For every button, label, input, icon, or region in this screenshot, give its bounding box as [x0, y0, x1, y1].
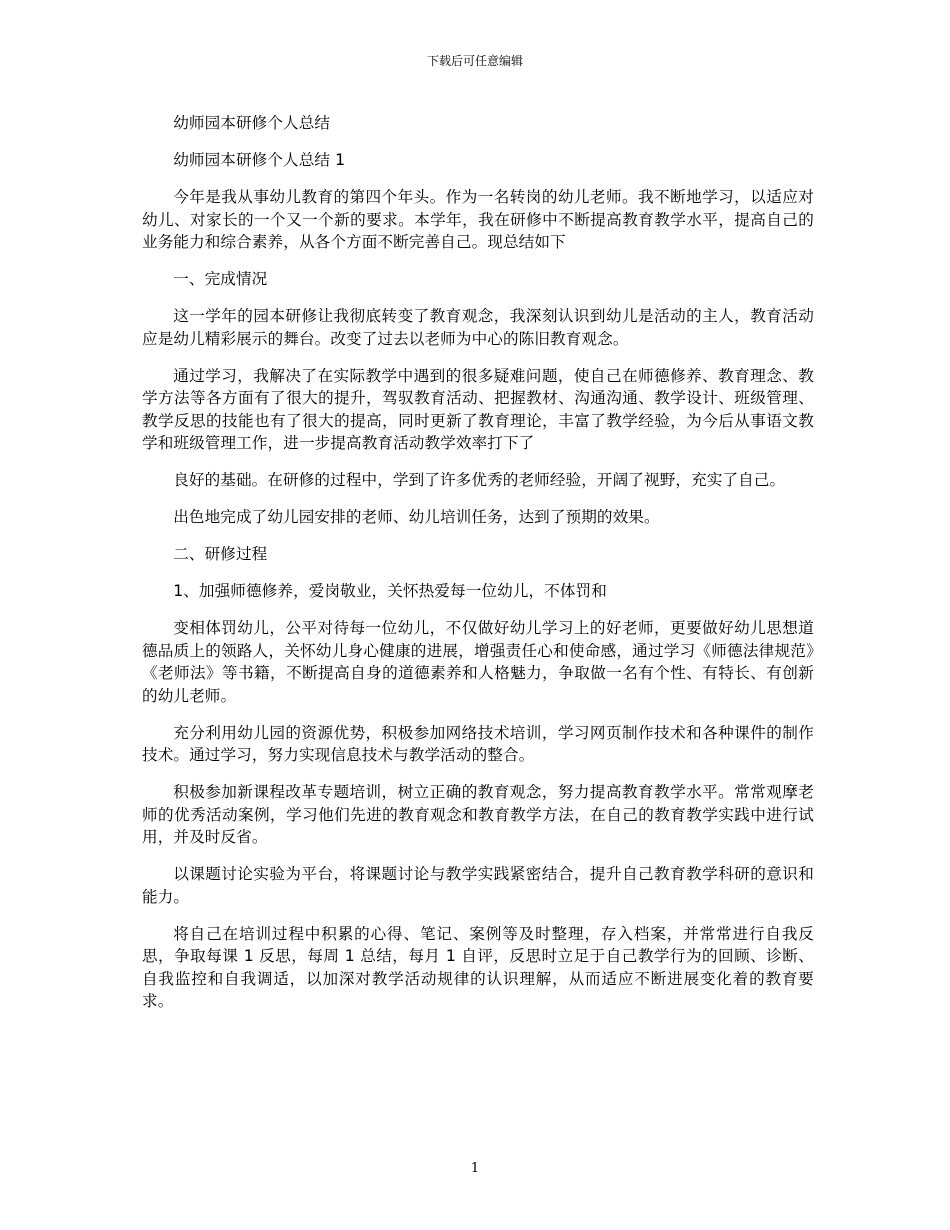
paragraph: 变相体罚幼儿，公平对待每一位幼儿，不仅做好幼儿学习上的好老师，更要做好幼儿思想道德品质上的领路人，关怀幼儿身心健康的进展，增强责任心和使命感，通过学习《师德法律规范》《老师法》等书籍，不断提高自身的道德素养和人格魅力，争取做一名有个性、有特长、有创新的幼儿老师。 — [142, 619, 814, 705]
section-title: 幼师园本研修个人总结 1 — [173, 151, 346, 169]
paragraph: 充分利用幼儿园的资源优势，积极参加网络技术培训，学习网页制作技术和各种课件的制作技术。通过学习，努力实现信息技术与教学活动的整合。 — [142, 723, 814, 764]
paragraph: 今年是我从事幼儿教育的第四个年头。作为一名转岗的幼儿老师。我不断地学习，以适应对幼儿、对家长的一个又一个新的要求。本学年，我在研修中不断提高教育教学水平，提高自己的业务能力和综合素养，从各个方面不断完善自己。现总结如下 — [142, 188, 814, 251]
section-heading: 一、完成情况 — [173, 270, 268, 288]
page-header: 下载后可任意编辑 — [426, 54, 523, 68]
paragraph: 将自己在培训过程中积累的心得、笔记、案例等及时整理，存入档案，并常常进行自我反思，争取每课 1 反思，每周 1 总结，每月 1 自评，反思时立足于自己教学行为的回顾、诊断、自我监控和自我调适，以加深对教学活动规律的认识理解，从而适应不断进展变化着的教育要求。 — [142, 924, 814, 1010]
document-body — [142, 112, 814, 1027]
paragraph: 出色地完成了幼儿园安排的老师、幼儿培训任务，达到了预期的效果。 — [173, 508, 660, 526]
document-title: 幼师园本研修个人总结 — [173, 114, 331, 132]
paragraph: 以课题讨论实验为平台，将课题讨论与教学实践紧密结合，提升自己教育教学科研的意识和能力。 — [142, 865, 814, 906]
paragraph: 积极参加新课程改革专题培训，树立正确的教育观念，努力提高教育教学水平。常常观摩老师的优秀活动案例，学习他们先进的教育观念和教育教学方法，在自己的教育教学实践中进行试用，并及时反省。 — [142, 783, 814, 846]
section-heading: 二、研修过程 — [173, 545, 268, 563]
paragraph: 良好的基础。在研修的过程中，学到了许多优秀的老师经验，开阔了视野，充实了自己。 — [173, 471, 786, 489]
paragraph: 这一学年的园本研修让我彻底转变了教育观念，我深刻认识到幼儿是活动的主人，教育活动应是幼儿精彩展示的舞台。改变了过去以老师为中心的陈旧教育观念。 — [142, 307, 814, 348]
page-number: 1 — [470, 1161, 480, 1176]
paragraph: 通过学习，我解决了在实际教学中遇到的很多疑难问题，使自己在师德修养、教育理念、教学方法等各方面有了很大的提升，驾驭教育活动、把握教材、沟通沟通、教学设计、班级管理、教学反思的技能也有了很大的提高，同时更新了教育理论，丰富了教学经验，为今后从事语文教学和班级管理工作，进一步提高教育活动教学效率打下了 — [142, 366, 814, 452]
paragraph: 1、加强师德修养，爱岗敬业，关怀热爱每一位幼儿，不体罚和 — [173, 582, 607, 600]
